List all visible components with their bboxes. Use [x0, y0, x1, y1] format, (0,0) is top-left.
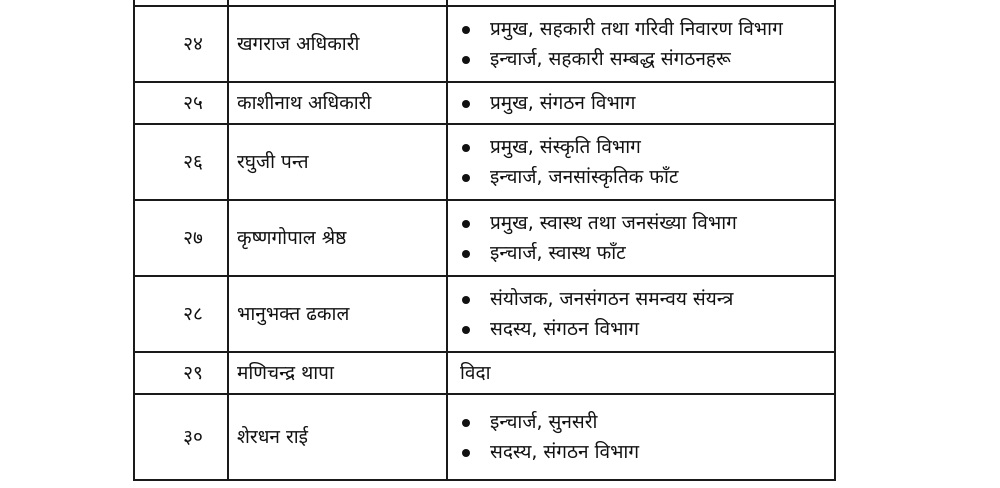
role-note: विदा: [447, 352, 835, 394]
role-item: प्रमुख, संगठन विभाग: [460, 88, 834, 118]
role-item: प्रमुख, संस्कृति विभाग: [460, 132, 834, 162]
role-item: इन्चार्ज, सहकारी सम्बद्ध संगठनहरू: [460, 44, 834, 74]
role-list: [460, 284, 834, 344]
table-row: [134, 394, 835, 480]
row-number: ३०: [134, 394, 228, 480]
role-cell: [447, 394, 835, 480]
role-item: सदस्य, संगठन विभाग: [460, 314, 834, 344]
role-item: सदस्य, संगठन विभाग: [460, 437, 834, 467]
role-list: [460, 407, 834, 467]
role-list: [460, 88, 834, 118]
role-list: [460, 132, 834, 192]
role-cell: [447, 82, 835, 124]
role-cell: [447, 6, 835, 82]
role-cell: [447, 276, 835, 352]
member-name: कृष्णगोपाल श्रेष्ठ: [228, 200, 447, 276]
table-row: [134, 200, 835, 276]
member-name: काशीनाथ अधिकारी: [228, 82, 447, 124]
row-number: २६: [134, 124, 228, 200]
role-item: प्रमुख, सहकारी तथा गरिवी निवारण विभाग: [460, 14, 834, 44]
role-list: [460, 208, 834, 268]
table-row: [134, 276, 835, 352]
row-number: २४: [134, 6, 228, 82]
role-list: [460, 14, 834, 74]
member-name: भानुभक्त ढकाल: [228, 276, 447, 352]
role-item: प्रमुख, स्वास्थ तथा जनसंख्या विभाग: [460, 208, 834, 238]
role-cell: [447, 124, 835, 200]
role-item: संयोजक, जनसंगठन समन्वय संयन्त्र: [460, 284, 834, 314]
table-row: [134, 82, 835, 124]
member-name: शेरधन राई: [228, 394, 447, 480]
table-row: [134, 124, 835, 200]
members-table: [133, 0, 836, 481]
table-row: [134, 352, 835, 394]
member-name: रघुजी पन्त: [228, 124, 447, 200]
row-number: २८: [134, 276, 228, 352]
row-number: २७: [134, 200, 228, 276]
role-item: इन्चार्ज, सुनसरी: [460, 407, 834, 437]
member-name: मणिचन्द्र थापा: [228, 352, 447, 394]
row-number: २९: [134, 352, 228, 394]
role-cell: [447, 200, 835, 276]
row-number: २५: [134, 82, 228, 124]
role-item: इन्चार्ज, स्वास्थ फाँट: [460, 238, 834, 268]
table-row: [134, 6, 835, 82]
member-name: खगराज अधिकारी: [228, 6, 447, 82]
role-item: इन्चार्ज, जनसांस्कृतिक फाँट: [460, 162, 834, 192]
